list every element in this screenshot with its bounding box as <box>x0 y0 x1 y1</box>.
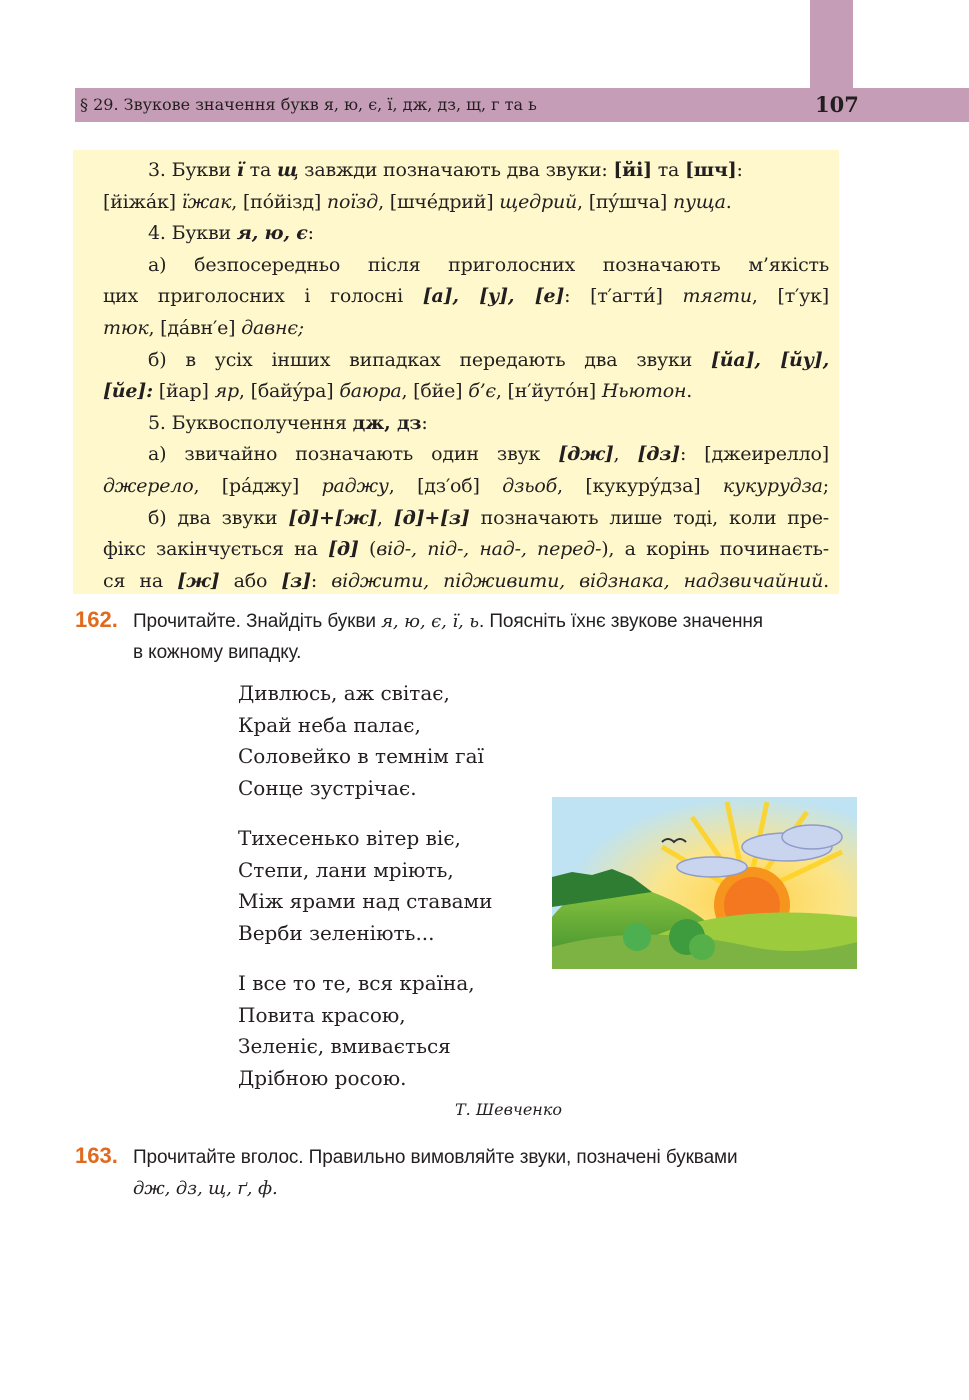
rule-5b-line-1: б) два звуки [д]+[ж], [д]+[з] позначають лише тоді, коли пре- <box>148 506 829 529</box>
exercise-162-text <box>133 606 857 668</box>
poem-stanza-1 <box>238 678 484 804</box>
rule-5b-line-3: ся на [ж] або [з]: віджити, підживити, відзнака, надзвичайний. <box>103 569 829 592</box>
rule-5a-line-2: джерело, [рáджу] раджу, [дз′об] дзьоб, [кукурýдза] кукурудза; <box>103 474 829 497</box>
rule-4a-line-3: тюк, [дáвн′е] давнє; <box>103 316 304 339</box>
exercise-163-line-2: дж, дз, щ, ґ, ф. <box>133 1178 278 1199</box>
poem-line: Зеленіє, вмивається <box>238 1034 451 1058</box>
exercise-162-number: 162. <box>75 607 118 632</box>
poem-line: Між ярами над ставами <box>238 889 493 913</box>
poem-line: Повита красою, <box>238 1002 406 1027</box>
poem-line: Соловейко в темнім гаї <box>238 744 484 768</box>
page-number: 107 <box>815 92 859 117</box>
page-tab <box>810 0 853 95</box>
rule-5b-line-2: фікс закінчується на [д] (від-, під-, над-, перед-), а корінь починаєть- <box>103 538 830 561</box>
poem-stanza-2 <box>238 823 492 949</box>
rule-4b-line-1: б) в усіх інших випадках передають два звуки [йа], [йу], <box>148 348 829 371</box>
rule-4a-line-1: а) безпосередньо після приголосних позначають м’якість <box>148 253 829 276</box>
poem-stanza-3 <box>238 968 475 1094</box>
rule-3-line-1: 3. Букви ї та щ завжди позначають два звуки: [йі] та [шч]: <box>148 159 743 181</box>
poem-author: Т. Шевченко <box>455 1100 563 1119</box>
rule-4-heading: 4. Букви я, ю, є: <box>148 222 314 245</box>
poem-line: Дивлюсь, аж світає, <box>238 681 450 705</box>
section-title: § 29. Звукове значення букв я, ю, є, ї, дж, дз, щ, г та ь <box>80 95 537 114</box>
poem-line: Степи, лани мріють, <box>238 857 454 882</box>
poem-line: Верби зеленіють... <box>238 920 435 945</box>
rule-5-heading: 5. Буквосполучення дж, дз: <box>148 411 428 434</box>
exercise-163-text <box>133 1142 857 1204</box>
poem-line: Дрібною росою. <box>238 1065 407 1090</box>
poem-line: Тихесенько вітер віє, <box>238 826 461 850</box>
sunrise-landscape-illustration <box>552 797 857 969</box>
exercise-162-line-2: в кожному випадку. <box>133 642 302 663</box>
rule-5a-line-1: а) звичайно позначають один звук [дж], [дз]: [джеирелло] <box>148 443 829 466</box>
rules-text <box>103 155 829 597</box>
exercise-163-number: 163. <box>75 1143 118 1168</box>
poem-line: Край неба палає, <box>238 712 421 737</box>
exercise-162-line-1: Прочитайте. Знайдіть букви я, ю, є, ї, ь. Поясніть їхнє звукове значення <box>133 611 763 632</box>
rule-4a-line-2: цих приголосних і голосні [а], [у], [е]: [т′агти́] тягти, [т′ук] <box>103 285 830 308</box>
poem-line: Сонце зустрічає. <box>238 775 417 800</box>
poem-line: І все то те, вся країна, <box>238 971 475 995</box>
exercise-163-line-1: Прочитайте вголос. Правильно вимовляйте звуки, позначені буквами <box>133 1147 738 1168</box>
rule-4b-line-2: [йе]: [йар] яр, [байýра] баюра, [бйе] б’є, [н′йутóн] Ньютон. <box>103 380 693 403</box>
rule-3-line-2: [йіжáк] їжак, [пóйізд] поїзд, [шчéдрий] щедрий, [пýшча] пуща. <box>103 190 732 213</box>
